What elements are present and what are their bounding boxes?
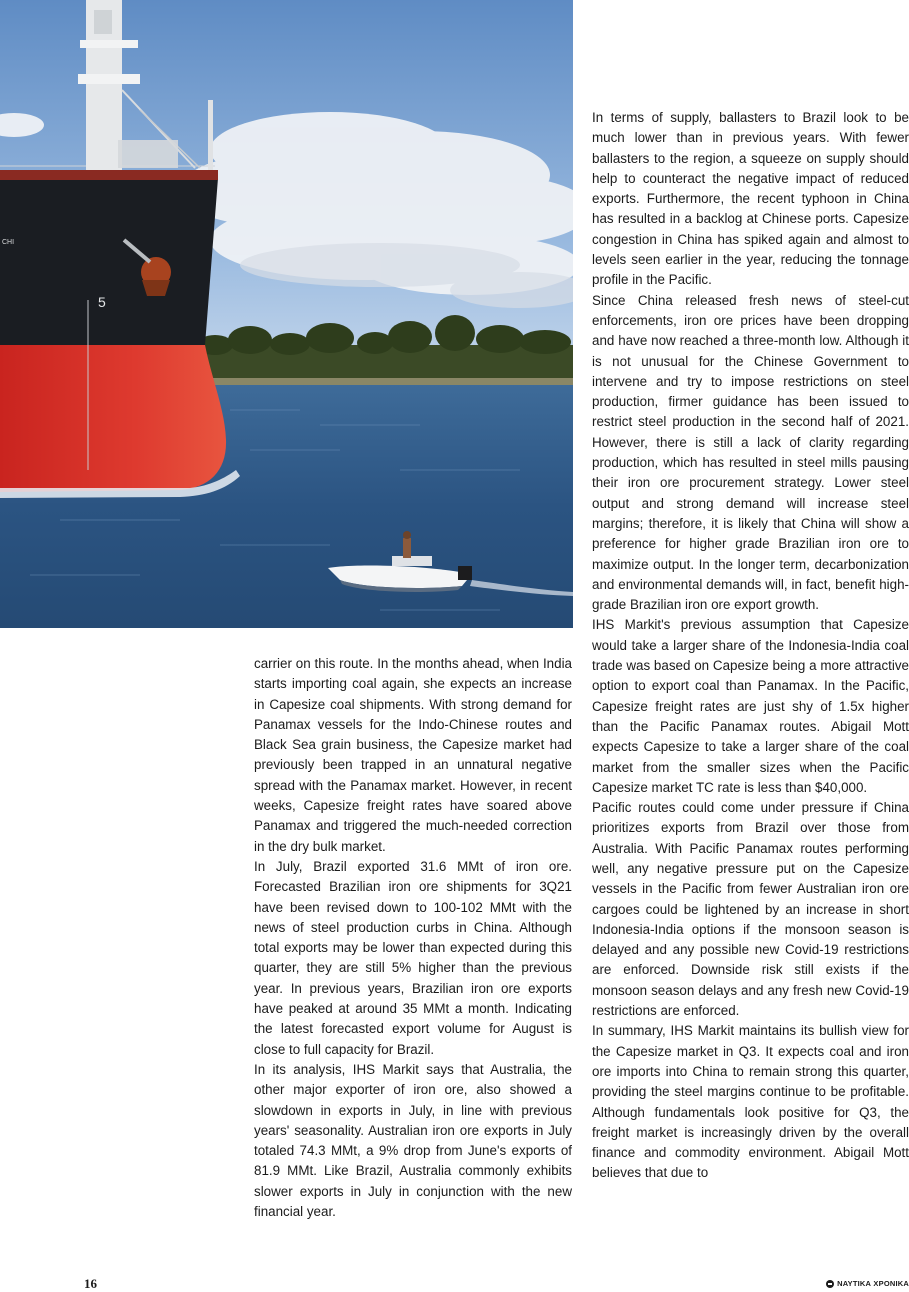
paragraph: Pacific routes could come under pressure if China prioritizes exports from Brazil over those from Australia. With Pacific Panamax routes performing well, any negative pressure put on the Capesize vessels in the Pacific from fewer Australian iron ore cargoes could be lightened by an increase in short Indonesia-India options if the monsoon season is delayed and any possible new Covid-19 restrictions are enforced. Downside risk still exists if the monsoon season delays and any fresh new Covid-19 restrictions are enforced. xyxy=(592,800,909,1019)
paragraph: Since China released fresh news of steel-cut enforcements, iron ore prices have been dropping and have now reached a three-month low. Although it is not unusual for the Chinese Government to intervene and try to impose restrictions on steel production, firmer guidance has been issued to restrict steel production in the second half of 2021. However, there is still a lack of clarity regarding production, which has resulted in steel mills pausing their iron ore procurement strategy. Lower steel output and strong demand will increase steel margins; therefore, it is likely that China will show a preference for higher grade Brazilian iron ore to maximize output. In the longer term, decarbonization and environmental demands will, in fact, benefit high-grade Brazilian iron ore export growth. xyxy=(592,292,909,613)
brand-logo-icon xyxy=(826,1280,834,1288)
svg-text:5: 5 xyxy=(98,294,106,310)
paragraph: In July, Brazil exported 31.6 MMt of iron ore. Forecasted Brazilian iron ore shipments for 3Q21 have been revised down to 100-102 MMt with the news of steel production curbs in China. Although total exports may be lower than expected during this quarter, they are still 5% higher than the previous year. In previous years, Brazilian iron ore exports have peaked at around 35 MMt a month. Indicating the latest forecasted export volume for August is close to full capacity for Brazil. xyxy=(254,858,572,1057)
ship-photo xyxy=(0,0,573,628)
paragraph: In its analysis, IHS Markit says that Australia, the other major exporter of iron ore, also showed a slowdown in exports in July, in line with previous years' seasonality. Australian iron ore exports in July totaled 74.3 MMt, a 9% drop from June's exports of 81.9 MMt. Like Brazil, Australia commonly exhibits slower exports in July in conjunction with the new financial year. xyxy=(254,1061,572,1220)
paragraph: In summary, IHS Markit maintains its bullish view for the Capesize market in Q3. It expects coal and iron ore imports into China to remain strong this quarter, providing the steel margins continue to be profitable. Although fundamentals look positive for Q3, the freight market is increasingly driven by the overall finance and commodity environment. Abigail Mott believes that due to xyxy=(592,1023,909,1181)
brand-name: ΝΑΥΤΙΚΑ ΧΡΟΝΙΚΑ xyxy=(837,1279,909,1288)
article-column-left xyxy=(254,654,572,1222)
paragraph: In terms of supply, ballasters to Brazil look to be much lower than in previous years. With fewer ballasters to the region, a squeeze on supply should help to counteract the negative impact of reduced exports. Furthermore, the recent typhoon in China has resulted in a backlog at Chinese ports. Capesize congestion in China has spiked again and almost to levels seen earlier in the year, reducing the tonnage profile in the Pacific. xyxy=(592,110,909,288)
article-column-right xyxy=(592,108,909,1184)
paragraph: carrier on this route. In the months ahead, when India starts importing coal again, she expects an increase in Capesize coal shipments. With strong demand for Panamax vessels for the Indo-Chinese routes and Black Sea grain business, the Capesize market had previously been trapped in an unnatural negative spread with the Panamax market. However, in recent weeks, Capesize freight rates have soared above Panamax and triggered the much-needed correction in the dry bulk market. xyxy=(254,656,572,854)
page-number: 16 xyxy=(84,1276,97,1291)
svg-text:CHI: CHI xyxy=(2,239,15,246)
paragraph: IHS Markit's previous assumption that Capesize would take a larger share of the Indonesia-India coal trade was based on Capesize being a more attractive option to export coal than Panamax. In the Pacific, Capesize freight rates are just shy of 1.5x higher than the Pacific Panamax routes. Abigail Mott expects Capesize to take a larger share of the coal market from the smaller sizes when the Pacific Capesize market TC rate is less than $40,000. xyxy=(592,617,909,795)
publication-brand xyxy=(826,1279,909,1288)
